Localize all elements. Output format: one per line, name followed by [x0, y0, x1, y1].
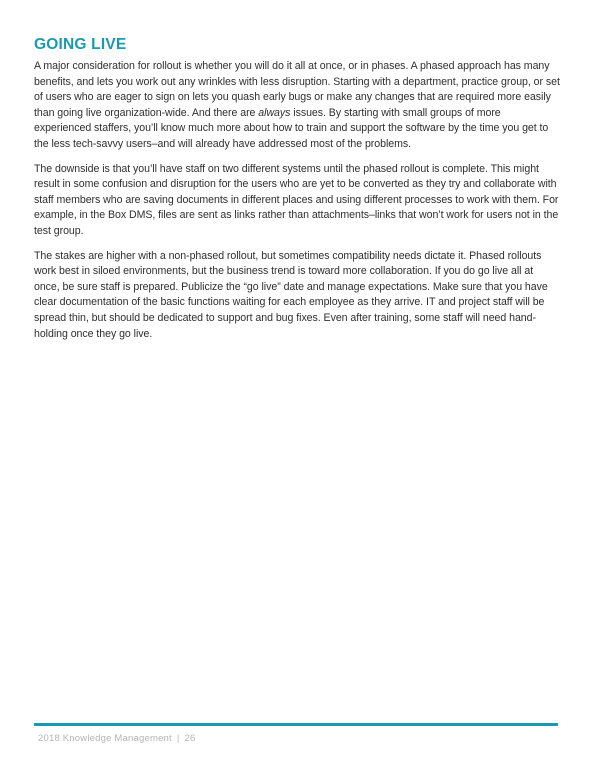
section-heading: GOING LIVE — [34, 36, 127, 53]
paragraph-text: A major consideration for rollout is whether you will do it all at once, or in phases. A phased approach has many benefits, and lets you work out any wrinkles with less disruption. Starting with a department, practice group, or set of users who are eager to sign on lets you quash early bugs or make any changes that are required more easily than going live organization-wide. And there are — [34, 60, 560, 119]
paragraph-phased-approach — [34, 59, 560, 153]
page-footer — [38, 733, 196, 744]
footer-publication: 2018 Knowledge Management — [38, 733, 172, 744]
page-number: 26 — [184, 733, 196, 744]
body-text — [34, 59, 560, 351]
paragraph-downside: The downside is that you’ll have staff on two different systems until the phased rollout is complete. This might result in some confusion and disruption for the users who are yet to be converted as they try and collaborate with staff members who are saving documents in different places and using different processes to work with them. For example, in the Box DMS, files are sent as links rather than attachments–links that won’t work for users not in the test group. — [34, 162, 559, 237]
footer-divider — [34, 723, 558, 726]
footer-separator: | — [176, 733, 180, 744]
emphasis-text: always — [258, 106, 291, 119]
paragraph-text: issues. By starting with small groups of more experienced staffers, you’ll know much more about how to train and support the software by the time you get to the less tech-savvy users–and will already have addressed most of the problems. — [34, 106, 549, 150]
paragraph-non-phased: The stakes are higher with a non-phased rollout, but sometimes compatibility needs dictate it. Phased rollouts work best in siloed environments, but the business trend is toward more collaboration. If you do go live all at once, be sure staff is prepared. Publicize the “go live” date and manage expectations. Make sure that you have clear documentation of the basic functions waiting for each employee as they arrive. IT and project staff will be spread thin, but should be dedicated to support and bug fixes. Even after training, some staff will need hand-holding once they go live. — [34, 249, 548, 340]
